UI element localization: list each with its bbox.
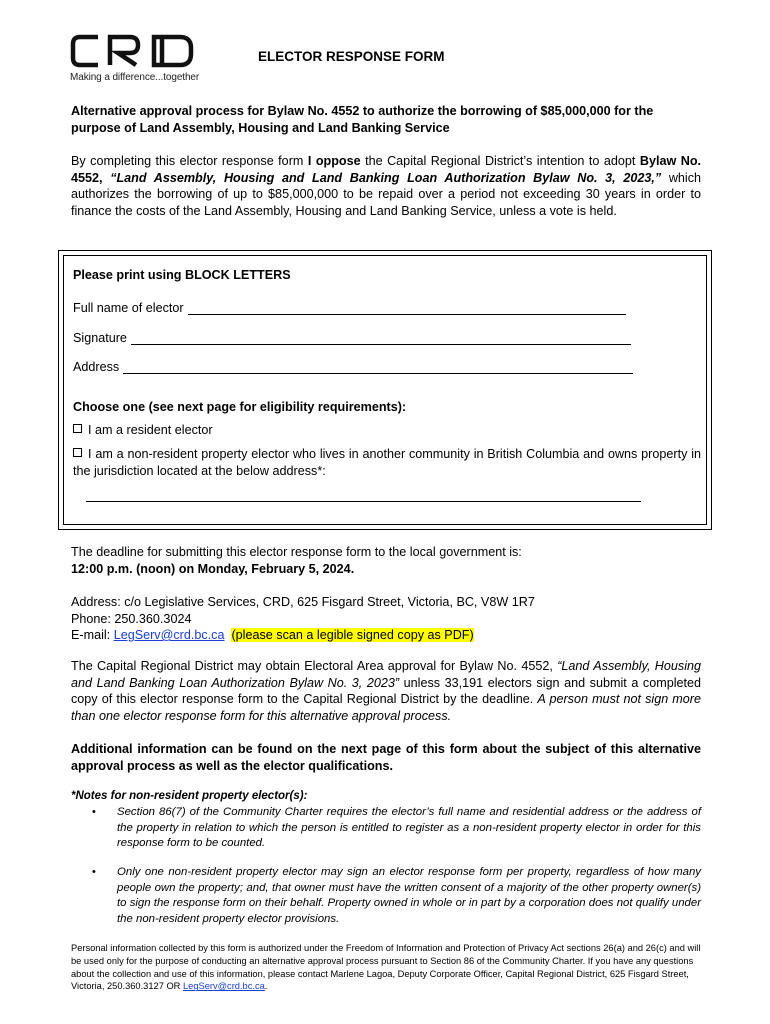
note-item-2: Only one non-resident property elector may sign an elector response form per property, regardless of how many people own the property; and, that owner must have the written consent of a majority of the other property owner(s) to sign the response form on their behalf. Property owned in whole or in part by a corporation does not qualify under the non-resident property elector provisions. <box>117 866 701 925</box>
response-form-box <box>58 250 712 530</box>
additional-info: Additional information can be found on the next page of this form about the subject of this alternative approval process as well as the elector qualifications. <box>71 742 701 773</box>
deadline-intro: The deadline for submitting this elector response form to the local government is: <box>71 545 522 559</box>
address-label: Address <box>73 360 120 374</box>
approval-one-form-note: A person must not sign more than one elector response form for this alternative approval process. <box>71 692 702 723</box>
full-name-row <box>73 301 626 315</box>
contact-email-row <box>71 627 701 644</box>
contact-block <box>71 594 701 644</box>
intro-text-a: By completing this elector response form <box>71 154 308 168</box>
option-nonresident <box>73 446 701 479</box>
intro-bylaw-title: “Land Assembly, Housing and Land Banking Loan Authorization Bylaw No. 3, 2023,” <box>110 170 662 185</box>
address-field[interactable] <box>123 360 633 374</box>
intro-text-b: the Capital Regional District’s intention to adopt <box>360 154 640 168</box>
contact-email-note: (please scan a legible signed copy as PDF) <box>231 628 474 642</box>
crd-logo-mark <box>70 33 198 69</box>
signature-field[interactable] <box>131 331 631 345</box>
footer-end: . <box>264 981 268 992</box>
intro-heading: Alternative approval process for Bylaw No. 4552 to authorize the borrowing of $85,000,000 for the purpose of Land Assembly, Housing and Land Banking Service <box>71 104 654 135</box>
approval-paragraph <box>71 658 701 724</box>
block-letters-instruction: Please print using BLOCK LETTERS <box>73 268 291 282</box>
full-name-field[interactable] <box>188 301 626 315</box>
full-name-label: Full name of elector <box>73 301 184 315</box>
notes-heading: *Notes for non-resident property elector(s): <box>71 790 308 802</box>
footer-email-link[interactable]: LegServ@crd.bc.ca <box>182 981 265 992</box>
note-item-1: Section 86(7) of the Community Charter requires the elector’s full name and residential address or the address of the property in relation to which the person is entitled to register as a non-resident property elector in order for this response form to be counted. <box>117 806 701 849</box>
deadline-date: 12:00 p.m. (noon) on Monday, February 5, 2024. <box>71 561 355 576</box>
choose-one-label: Choose one (see next page for eligibility requirements): <box>73 400 407 414</box>
deadline-block <box>71 544 701 577</box>
option-nonresident-label: I am a non-resident property elector who lives in another community in British Columbia and owns property in the jurisdiction located at the below address*: <box>73 447 701 478</box>
nonresident-checkbox[interactable] <box>73 448 82 457</box>
option-resident <box>73 422 213 439</box>
intro-oppose: I oppose <box>307 154 361 168</box>
property-address-field[interactable] <box>86 488 641 502</box>
contact-address: Address: c/o Legislative Services, CRD, 625 Fisgard Street, Victoria, BC, V8W 1R7 <box>71 595 535 609</box>
footer-text: Personal information collected by this form is authorized under the Freedom of Information and Protection of Privacy Act sections 26(a) and 26(c) and will be used only for the purpose of conducting an alternative approval process pursuant to Section 86 of the Community Charter. If you have any questions about the collection and use of this information, please contact Marlene Lagoa, Deputy Corporate Officer, Capital Regional District, 625 Fisgard Street, Victoria, 250.360.3127 OR <box>71 943 701 992</box>
form-title: ELECTOR RESPONSE FORM <box>258 49 445 64</box>
intro-paragraph <box>71 153 701 219</box>
option-resident-label: I am a resident elector <box>88 423 213 437</box>
signature-label: Signature <box>73 331 127 345</box>
signature-row <box>73 331 631 345</box>
approval-text-a: The Capital Regional District may obtain Electoral Area approval for Bylaw No. 4552, <box>71 659 558 673</box>
note-bullet-2: • <box>92 866 96 878</box>
response-form-inner <box>63 255 707 525</box>
crd-logo <box>70 33 210 83</box>
note-bullet-1: • <box>92 806 96 818</box>
contact-phone: Phone: 250.360.3024 <box>71 611 192 626</box>
intro-bylaw-number: Bylaw No. 4552, <box>71 154 702 185</box>
address-row <box>73 360 633 374</box>
approval-bylaw-title: “Land Assembly, Housing and Land Banking Loan Authorization Bylaw No. 3, 2023” <box>71 659 701 690</box>
approval-text-b: unless 33,191 electors sign and submit a completed copy of this elector response form to the Capital Regional District by the deadline. <box>71 675 702 706</box>
resident-checkbox[interactable] <box>73 424 82 433</box>
logo-tagline: Making a difference...together <box>70 72 200 83</box>
privacy-footer <box>71 942 703 993</box>
contact-email-link[interactable]: LegServ@crd.bc.ca <box>113 628 225 642</box>
intro-text-c: which authorizes the borrowing of up to $85,000,000 to be repaid over a period not exceeding 30 years in order to finance the costs of the Land Assembly, Housing and Land Banking Service, unless a vote is held. <box>71 170 702 218</box>
contact-email-prefix: E-mail: <box>71 628 114 642</box>
